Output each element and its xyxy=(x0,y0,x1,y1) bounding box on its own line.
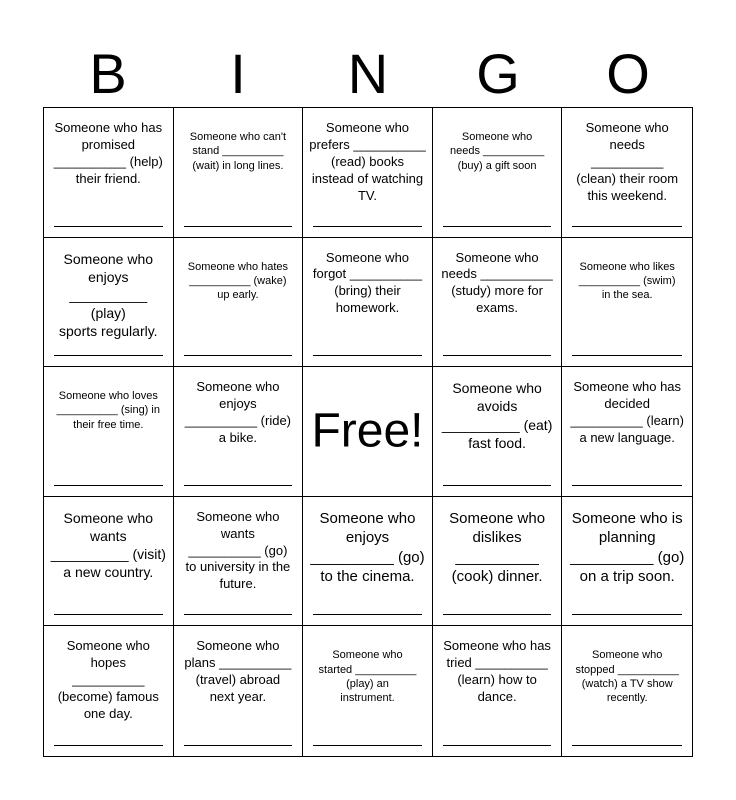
signature-line xyxy=(313,614,422,615)
signature-line xyxy=(572,485,682,486)
bingo-cell[interactable] xyxy=(174,497,304,627)
signature-line xyxy=(54,745,163,746)
cell-prompt: Someone who needs __________ (study) more for exams. xyxy=(441,249,553,316)
bingo-cell[interactable] xyxy=(562,626,692,756)
cell-prompt: Someone who enjoys __________ (go) to the cinema. xyxy=(310,509,425,586)
cell-prompt: Someone who needs __________ (clean) their room this weekend. xyxy=(576,120,679,203)
header-letter-i: I xyxy=(230,42,246,105)
cell-prompt: Someone who avoids __________ (eat) fast food. xyxy=(441,380,553,451)
header-letter-o: O xyxy=(606,42,650,105)
bingo-cell[interactable] xyxy=(562,238,692,368)
bingo-cell[interactable] xyxy=(44,626,174,756)
bingo-cell[interactable] xyxy=(433,108,563,238)
signature-line xyxy=(572,745,682,746)
cell-prompt: Someone who needs __________ (buy) a gift soon xyxy=(449,131,545,172)
signature-line xyxy=(54,226,163,227)
cell-prompt: Someone who has tried __________ (learn) how to dance. xyxy=(443,638,551,705)
signature-line xyxy=(184,355,293,356)
bingo-cell[interactable] xyxy=(433,497,563,627)
cell-prompt: Someone who stopped __________ (watch) a TV show recently. xyxy=(575,649,679,705)
header-letter-b: B xyxy=(89,42,127,105)
bingo-cell[interactable] xyxy=(433,367,563,497)
cell-prompt: Someone who has promised __________ (help) their friend. xyxy=(53,120,163,186)
cell-prompt: Someone who has decided __________ (learn) a new language. xyxy=(570,379,684,445)
bingo-cell[interactable] xyxy=(174,238,304,368)
signature-line xyxy=(572,226,682,227)
bingo-cell[interactable] xyxy=(433,238,563,368)
bingo-cell[interactable] xyxy=(303,108,433,238)
signature-line xyxy=(313,745,422,746)
signature-line xyxy=(443,485,552,486)
signature-line xyxy=(572,355,682,356)
cell-prompt: Someone who enjoys __________ (ride) a bike. xyxy=(184,379,292,445)
bingo-cell[interactable] xyxy=(433,626,563,756)
cell-prompt: Someone who hopes __________ (become) famous one day. xyxy=(57,638,159,721)
signature-line xyxy=(184,485,293,486)
signature-line xyxy=(443,745,552,746)
bingo-cell[interactable] xyxy=(562,108,692,238)
cell-prompt: Someone who enjoys __________ (play) sports regularly. xyxy=(59,250,158,340)
cell-prompt: Someone who plans __________ (travel) abroad next year. xyxy=(184,638,292,705)
cell-prompt: Someone who is planning __________ (go) on a trip soon. xyxy=(570,509,685,586)
free-space-label: Free! xyxy=(311,404,424,458)
signature-line xyxy=(184,226,293,227)
signature-line xyxy=(443,226,552,227)
bingo-cell[interactable] xyxy=(174,367,304,497)
cell-prompt: Someone who prefers __________ (read) books instead of watching TV. xyxy=(309,120,426,203)
bingo-cell[interactable] xyxy=(44,238,174,368)
bingo-cell[interactable] xyxy=(562,497,692,627)
signature-line xyxy=(572,614,682,615)
bingo-cell[interactable] xyxy=(562,367,692,497)
cell-prompt: Someone who started __________ (play) an instrument. xyxy=(318,649,417,705)
signature-line xyxy=(184,745,293,746)
bingo-grid xyxy=(43,107,693,757)
signature-line xyxy=(313,355,422,356)
cell-prompt: Someone who loves __________ (sing) in their free time. xyxy=(56,390,160,431)
cell-prompt: Someone who likes __________ (swim) in the sea. xyxy=(578,260,676,302)
cell-prompt: Someone who forgot __________ (bring) their homework. xyxy=(312,249,423,316)
bingo-cell[interactable] xyxy=(174,626,304,756)
cell-prompt: Someone who can't stand __________ (wait) in long lines. xyxy=(189,131,287,172)
bingo-cell[interactable] xyxy=(44,497,174,627)
signature-line xyxy=(184,614,293,615)
header-letter-n: N xyxy=(347,42,389,105)
signature-line xyxy=(443,614,552,615)
signature-line xyxy=(313,226,422,227)
header-letter-g: G xyxy=(476,42,520,105)
bingo-header xyxy=(43,44,693,104)
signature-line xyxy=(54,485,163,486)
bingo-cell[interactable] xyxy=(303,238,433,368)
cell-prompt: Someone who wants __________ (visit) a new country. xyxy=(50,509,166,581)
bingo-cell[interactable] xyxy=(174,108,304,238)
bingo-cell[interactable] xyxy=(303,626,433,756)
free-space-cell[interactable] xyxy=(303,367,433,497)
signature-line xyxy=(443,355,552,356)
bingo-cell[interactable] xyxy=(303,497,433,627)
bingo-cell[interactable] xyxy=(44,108,174,238)
signature-line xyxy=(54,355,163,356)
cell-prompt: Someone who wants __________ (go) to university in the future. xyxy=(185,508,291,592)
cell-prompt: Someone who hates __________ (wake) up early. xyxy=(187,260,289,302)
cell-prompt: Someone who dislikes __________ (cook) dinner. xyxy=(449,509,546,586)
signature-line xyxy=(54,614,163,615)
bingo-cell[interactable] xyxy=(44,367,174,497)
